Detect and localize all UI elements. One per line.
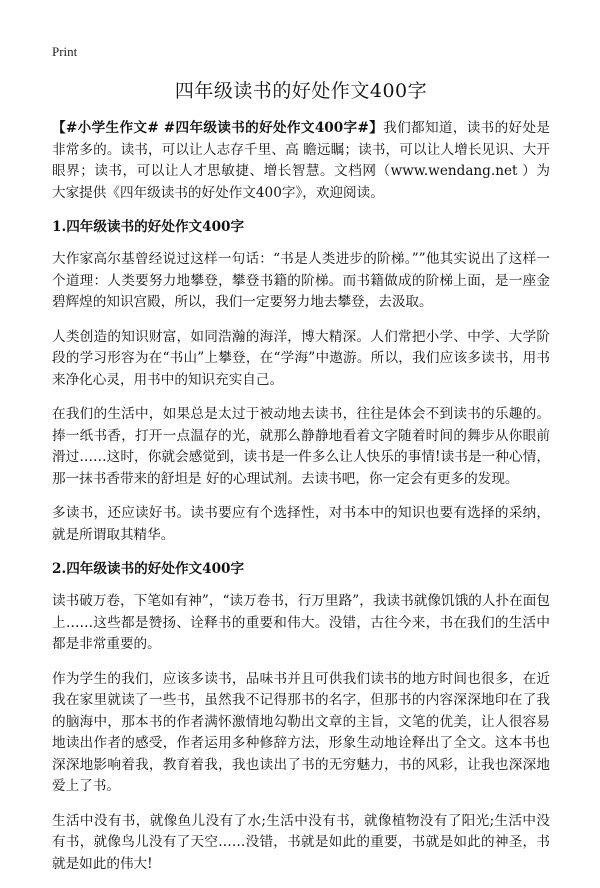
intro-paragraph xyxy=(52,118,550,204)
paragraph: 多读书，还应读好书。读书要应有个选择性，对书本中的知识也要有选择的采纳，就是所谓取其精华。 xyxy=(52,505,550,543)
paragraph: 生活中没有书，就像鱼儿没有了水;生活中没有书，就像植物没有了阳光;生活中没有书，就像鸟儿没有了天空……没错，书就是如此的重要，书就是如此的神圣，书就是如此的伟大! xyxy=(52,812,550,872)
section-heading: 1.四年级读书的好处作文400字 xyxy=(52,219,245,235)
intro-text: 我们都知道，读书的好处是非常多的。读书，可以让人志存千里、高 瞻远瞩；读书，可以让人增长见识、大开眼界；读书，可以让人才思敏捷、增长智慧。文档网（www.wendang.net ）为大家提供《四年级读书的好处作文400字》，欢迎阅读。 xyxy=(52,120,551,201)
paragraph: 在我们的生活中，如果总是太过于被动地去读书，往往是体会不到读书的乐趣的。捧一纸书香，打开一点温存的光，就那么静静地看着文字随着时间的舞步从你眼前滑过……这时，你就会感觉到，读书是一件多么让人快乐的事情!读书是一种心情，那一抹书香带来的舒坦是 好的心理试剂。去读书吧，你一定会有更多的发现。 xyxy=(52,406,550,487)
paragraph: 大作家高尔基曾经说过这样一句话：“书是人类进步的阶梯。””他其实说出了这样一个道理：人类要努力地攀登，攀登书籍的阶梯。而书籍做成的阶梯上面，是一座金碧辉煌的知识宫殿，所以，我们一定要努力地去攀登，去汲取。 xyxy=(52,251,550,310)
document-page xyxy=(52,44,550,888)
section-heading: 2.四年级读书的好处作文400字 xyxy=(52,561,245,577)
print-label[interactable]: Print xyxy=(52,44,78,59)
section-1 xyxy=(52,217,550,546)
intro-tag: 【#小学生作文# #四年级读书的好处作文400字#】 xyxy=(52,120,384,136)
paragraph: 作为学生的我们，应该多读书，品味书并且可供我们读书的地方时间也很多，在近我在家里就读了一些书，虽然我不记得那书的名字，但那书的内容深深地印在了我的脑海中，那本书的作者满怀激情地勾勒出文章的主旨，文笔的优美，让人很容易地读出作者的感受，作者运用多种修辞方法，形象生动地诠释出了全文。这本书也深深地影响着我，教育着我，我也读出了书的无穷魅力，书的风彩，让我也深深地爱上了书。 xyxy=(52,670,550,794)
paragraph: 人类创造的知识财富，如同浩瀚的海洋，博大精深。人们常把小学、中学、大学阶段的学习形容为在“书山”上攀登，在“学海”中遨游。所以，我们应该多读书，用书来净化心灵，用书中的知识充实自己。 xyxy=(52,328,550,388)
document-title: 四年级读书的好处作文400字 xyxy=(174,80,428,102)
paragraph: 读书破万卷，下笔如有神”，“读万卷书，行万里路”，我读书就像饥饿的人扑在面包上……这些都是赞扬、诠释书的重要和伟大。没错，古往今来，书在我们的生活中都是非常重要的。 xyxy=(52,593,550,652)
